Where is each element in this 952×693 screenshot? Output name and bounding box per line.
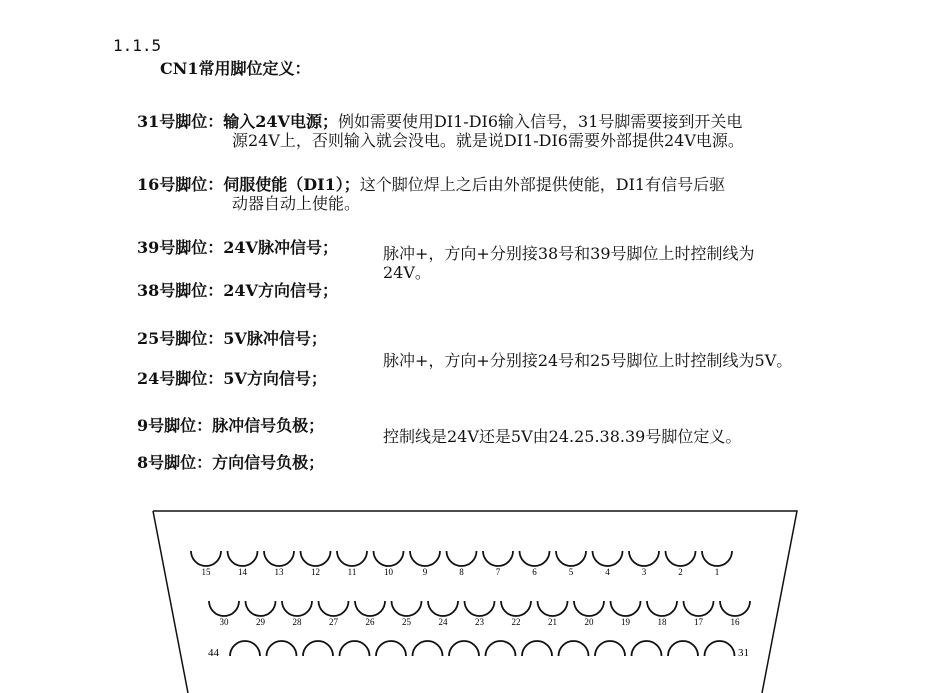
row1-pin-label-14: 1 bbox=[714, 567, 720, 577]
group-24v-note-1: 脉冲+，方向+分别接38号和39号脚位上时控制线为 bbox=[383, 244, 755, 263]
row3-pin-10 bbox=[595, 641, 625, 656]
pin-38-label: 38号脚位：24V方向信号； bbox=[137, 281, 338, 300]
row1-pin-2 bbox=[264, 551, 294, 566]
row2-pin-13 bbox=[684, 601, 714, 616]
row1-pin-label-11: 4 bbox=[605, 567, 610, 577]
row3-pin-11 bbox=[632, 641, 662, 656]
pin-31-desc-1: 例如需要使用DI1-DI6输入信号，31号脚需要接到开关电 bbox=[337, 112, 743, 131]
row3-pin-13 bbox=[705, 641, 735, 656]
row2-pin-label-14: 16 bbox=[730, 617, 740, 627]
row3-pin-3 bbox=[340, 641, 370, 656]
row1-pin-14 bbox=[702, 551, 732, 566]
row2-pin-9 bbox=[538, 601, 568, 616]
row1-pin-label-13: 2 bbox=[678, 567, 683, 577]
row1-pin-label-3: 12 bbox=[311, 567, 320, 577]
row1-pin-10 bbox=[556, 551, 586, 566]
row1-pin-0 bbox=[191, 551, 221, 566]
pin-31-desc-2: 源24V上，否则输入就会没电。就是说DI1-DI6需要外部提供24V电源。 bbox=[232, 131, 744, 150]
connector-outline bbox=[153, 511, 797, 693]
row2-pin-14 bbox=[720, 601, 750, 616]
pin-8-label: 8号脚位：方向信号负极； bbox=[137, 453, 325, 472]
row1-pin-label-6: 9 bbox=[422, 567, 428, 577]
row2-pin-0 bbox=[209, 601, 239, 616]
row2-pin-label-4: 26 bbox=[365, 617, 375, 627]
row3-pin-4 bbox=[376, 641, 406, 656]
row2-pin-label-11: 19 bbox=[621, 617, 630, 627]
row2-pin-label-3: 27 bbox=[329, 617, 338, 627]
row2-pin-label-10: 20 bbox=[584, 617, 594, 627]
row2-pin-label-2: 28 bbox=[292, 617, 302, 627]
pin-9-label: 9号脚位：脉冲信号负极； bbox=[137, 416, 325, 435]
pin-25-label: 25号脚位：5V脉冲信号； bbox=[137, 329, 327, 348]
row2-pin-3 bbox=[319, 601, 349, 616]
row3-pin-8 bbox=[522, 641, 552, 656]
pin-row-2 bbox=[209, 601, 750, 627]
row3-pin-9 bbox=[559, 641, 589, 656]
row1-pin-4 bbox=[337, 551, 367, 566]
row2-pin-10 bbox=[574, 601, 604, 616]
row1-pin-6 bbox=[410, 551, 440, 566]
row2-pin-4 bbox=[355, 601, 385, 616]
row3-pin-7 bbox=[486, 641, 516, 656]
row1-pin-label-2: 13 bbox=[274, 567, 284, 577]
row2-pin-label-13: 17 bbox=[694, 617, 703, 627]
row2-pin-label-12: 18 bbox=[657, 617, 667, 627]
pin-31-function: 输入24V电源； bbox=[223, 112, 338, 131]
row2-pin-label-5: 25 bbox=[402, 617, 411, 627]
row3-left-label: 44 bbox=[208, 647, 219, 659]
row3-pin-6 bbox=[449, 641, 479, 656]
row2-pin-label-7: 23 bbox=[475, 617, 484, 627]
row3-pin-1 bbox=[267, 641, 297, 656]
row1-pin-label-1: 14 bbox=[238, 567, 247, 577]
row2-pin-8 bbox=[501, 601, 531, 616]
row1-pin-11 bbox=[593, 551, 623, 566]
row2-pin-1 bbox=[246, 601, 276, 616]
row1-pin-label-4: 11 bbox=[347, 567, 357, 577]
section-title: CN1常用脚位定义： bbox=[160, 59, 311, 78]
pin-16-desc-2: 动器自动上使能。 bbox=[232, 194, 361, 213]
row1-pin-1 bbox=[228, 551, 258, 566]
row1-pin-3 bbox=[301, 551, 331, 566]
row1-pin-label-7: 8 bbox=[459, 567, 464, 577]
row2-pin-label-6: 24 bbox=[438, 617, 448, 627]
group-24v-note-2: 24V。 bbox=[383, 263, 431, 282]
pin-16-desc-1: 这个脚位焊上之后由外部提供使能，DI1有信号后驱 bbox=[359, 175, 726, 194]
row1-pin-8 bbox=[483, 551, 513, 566]
row1-pin-7 bbox=[447, 551, 477, 566]
pin-31-label: 31号脚位： bbox=[137, 112, 224, 131]
row1-pin-label-10: 5 bbox=[568, 567, 574, 577]
row1-pin-9 bbox=[520, 551, 550, 566]
row2-pin-11 bbox=[611, 601, 641, 616]
row3-pin-12 bbox=[668, 641, 698, 656]
row1-pin-5 bbox=[374, 551, 404, 566]
row2-pin-label-8: 22 bbox=[511, 617, 521, 627]
row1-pin-label-5: 10 bbox=[384, 567, 393, 577]
row1-pin-label-12: 3 bbox=[641, 567, 647, 577]
pin-24-label: 24号脚位：5V方向信号； bbox=[137, 369, 327, 388]
row1-pin-label-0: 15 bbox=[201, 567, 211, 577]
pin-16-label: 16号脚位： bbox=[137, 175, 224, 194]
row2-pin-label-1: 29 bbox=[256, 617, 265, 627]
row1-pin-13 bbox=[666, 551, 696, 566]
pin-16-function: 伺服使能（DI1）； bbox=[223, 175, 360, 194]
row1-pin-label-9: 6 bbox=[532, 567, 537, 577]
row2-pin-6 bbox=[428, 601, 458, 616]
row2-pin-5 bbox=[392, 601, 422, 616]
group-5v-note: 脉冲+，方向+分别接24号和25号脚位上时控制线为5V。 bbox=[383, 351, 793, 370]
row3-pin-5 bbox=[413, 641, 443, 656]
row2-pin-label-9: 21 bbox=[548, 617, 557, 627]
pin-39-label: 39号脚位：24V脉冲信号； bbox=[137, 238, 338, 257]
pin-row-3 bbox=[230, 641, 735, 656]
row1-pin-label-8: 7 bbox=[495, 567, 501, 577]
row2-pin-label-0: 30 bbox=[219, 617, 229, 627]
pin-row-1 bbox=[191, 551, 732, 577]
row2-pin-12 bbox=[647, 601, 677, 616]
row3-right-label: 31 bbox=[738, 647, 749, 659]
group-negative-note: 控制线是24V还是5V由24.25.38.39号脚位定义。 bbox=[383, 427, 742, 446]
row3-pin-2 bbox=[303, 641, 333, 656]
row3-pin-0 bbox=[230, 641, 260, 656]
row2-pin-7 bbox=[465, 601, 495, 616]
row2-pin-2 bbox=[282, 601, 312, 616]
row1-pin-12 bbox=[629, 551, 659, 566]
section-number: 1.1.5 bbox=[113, 36, 162, 55]
